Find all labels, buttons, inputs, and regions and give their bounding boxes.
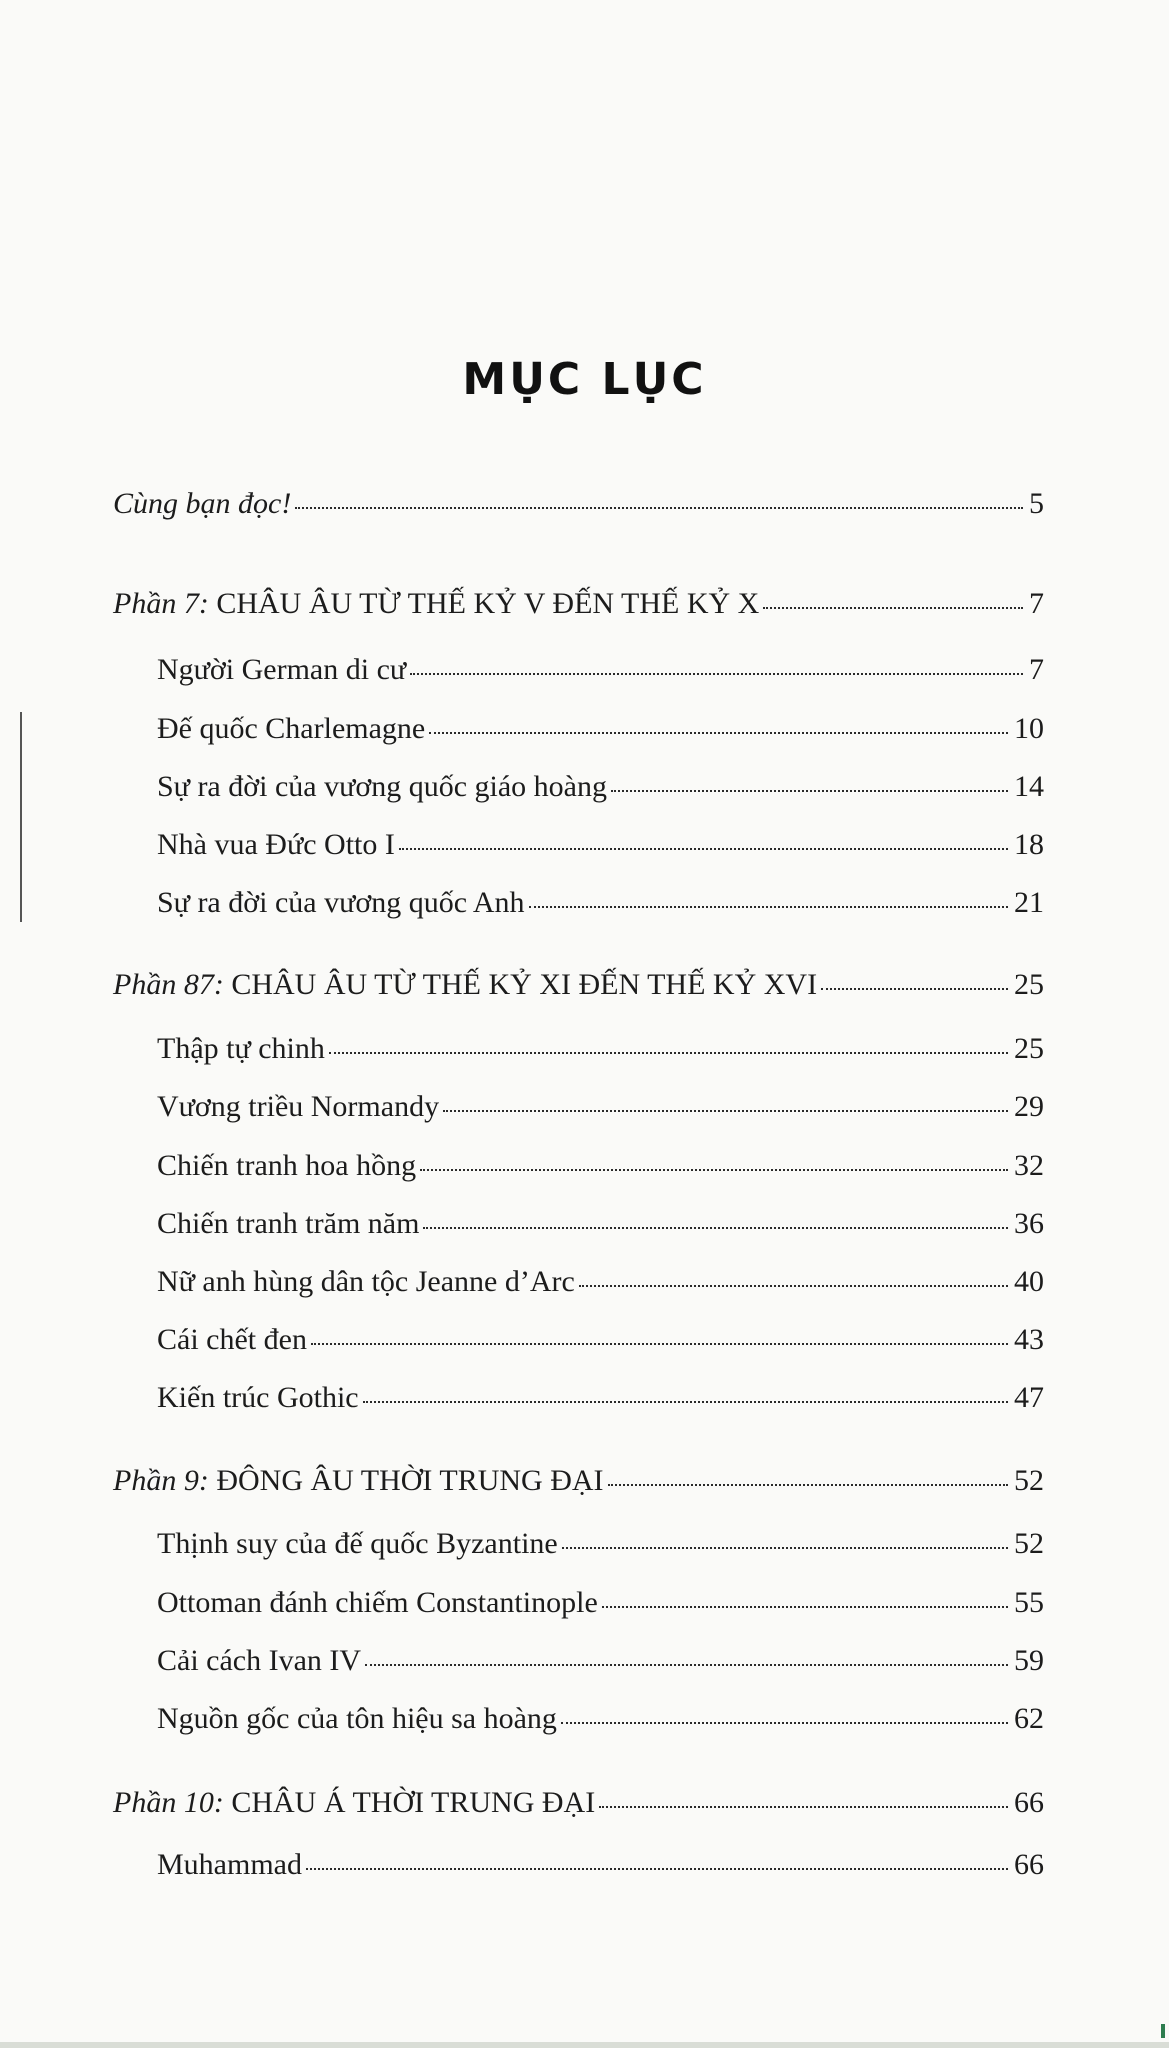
dot-leader <box>363 1401 1008 1403</box>
dot-leader <box>365 1664 1008 1666</box>
toc-entry-part-9[interactable] <box>113 1461 1044 1501</box>
toc-entry-chapter[interactable] <box>157 825 1044 865</box>
toc-page-number: 29 <box>1014 1090 1044 1123</box>
dot-leader <box>561 1722 1008 1724</box>
dot-leader <box>579 1285 1008 1287</box>
toc-page-number: 36 <box>1014 1207 1044 1240</box>
toc-page-number: 52 <box>1014 1527 1044 1560</box>
toc-page-number: 14 <box>1014 770 1044 803</box>
toc-entry-label: Ottoman đánh chiếm Constantinople <box>157 1586 598 1619</box>
dot-leader <box>329 1052 1008 1054</box>
toc-entry-chapter[interactable] <box>157 1378 1044 1418</box>
toc-entry-chapter[interactable] <box>157 1524 1044 1564</box>
page-title: MỤC LỤC <box>462 354 707 406</box>
dot-leader <box>295 507 1023 509</box>
toc-entry-label: Cùng bạn đọc! <box>113 487 292 520</box>
toc-entry-chapter[interactable] <box>157 1087 1044 1127</box>
toc-entry-chapter[interactable] <box>157 650 1044 690</box>
dot-leader <box>821 988 1008 990</box>
toc-page-number: 66 <box>1014 1786 1044 1819</box>
toc-entry-label: Phần 87: CHÂU ÂU TỪ THẾ KỶ XI ĐẾN THẾ KỶ XVI <box>113 968 818 1001</box>
toc-page-number: 66 <box>1014 1848 1044 1881</box>
toc-entry-label: Thập tự chinh <box>157 1032 325 1065</box>
toc-entry-chapter[interactable] <box>157 767 1044 807</box>
toc-entry-part-7[interactable] <box>113 584 1044 624</box>
toc-page-number: 52 <box>1014 1464 1044 1497</box>
toc-page-number: 59 <box>1014 1644 1044 1677</box>
toc-entry-label: Cải cách Ivan IV <box>157 1644 362 1677</box>
dot-leader <box>306 1868 1008 1870</box>
toc-entry-label: Nhà vua Đức Otto I <box>157 828 395 861</box>
toc-entry-label: Muhammad <box>157 1848 302 1881</box>
toc-entry-chapter[interactable] <box>157 1699 1044 1739</box>
toc-entry-label: Sự ra đời của vương quốc Anh <box>157 886 525 919</box>
page-bottom-edge <box>0 2042 1169 2048</box>
toc-entry-label: Đế quốc Charlemagne <box>157 712 426 745</box>
toc-entry-label: Phần 10: CHÂU Á THỜI TRUNG ĐẠI <box>113 1786 596 1819</box>
toc-page-number: 10 <box>1014 712 1044 745</box>
toc-entry-chapter[interactable] <box>157 1583 1044 1623</box>
toc-entry-label: Nguồn gốc của tôn hiệu sa hoàng <box>157 1702 557 1735</box>
toc-entry-label: Kiến trúc Gothic <box>157 1381 359 1414</box>
toc-entry-chapter[interactable] <box>157 1320 1044 1360</box>
toc-entry-label: Thịnh suy của đế quốc Byzantine <box>157 1527 558 1560</box>
dot-leader <box>311 1343 1008 1345</box>
dot-leader <box>529 906 1008 908</box>
toc-entry-label: Người German di cư <box>157 653 407 686</box>
dot-leader <box>423 1227 1008 1229</box>
toc-entry-chapter[interactable] <box>157 883 1044 923</box>
edge-mark <box>1161 2024 1165 2038</box>
toc-page-number: 47 <box>1014 1381 1044 1414</box>
dot-leader <box>602 1606 1008 1608</box>
dot-leader <box>562 1547 1008 1549</box>
dot-leader <box>410 673 1023 675</box>
toc-page-number: 21 <box>1014 886 1044 919</box>
toc-page-number: 25 <box>1014 1032 1044 1065</box>
toc-page-number: 55 <box>1014 1586 1044 1619</box>
toc-entry-label: Phần 7: CHÂU ÂU TỪ THẾ KỶ V ĐẾN THẾ KỶ X <box>113 587 760 620</box>
dot-leader <box>420 1169 1008 1171</box>
toc-entry-chapter[interactable] <box>157 1641 1044 1681</box>
toc-entry-chapter[interactable] <box>157 1146 1044 1186</box>
toc-page-number: 7 <box>1029 587 1044 620</box>
toc-entry-label: Vương triều Normandy <box>157 1090 440 1123</box>
toc-entry-label: Phần 9: ĐÔNG ÂU THỜI TRUNG ĐẠI <box>113 1464 604 1497</box>
toc-entry-label: Chiến tranh trăm năm <box>157 1207 420 1240</box>
dot-leader <box>429 732 1008 734</box>
toc-entry-chapter[interactable] <box>157 1845 1044 1885</box>
toc-page-number: 25 <box>1014 968 1044 1001</box>
dot-leader <box>443 1110 1008 1112</box>
toc-page-number: 32 <box>1014 1149 1044 1182</box>
toc-entry-label: Cái chết đen <box>157 1323 307 1356</box>
dot-leader <box>763 607 1023 609</box>
toc-page-number: 7 <box>1029 653 1044 686</box>
toc-page-number: 43 <box>1014 1323 1044 1356</box>
toc-entry-label: Chiến tranh hoa hồng <box>157 1149 417 1182</box>
toc-entry-cung-ban-doc[interactable] <box>113 484 1044 524</box>
toc-entry-chapter[interactable] <box>157 1204 1044 1244</box>
dot-leader <box>608 1484 1008 1486</box>
toc-page-number: 5 <box>1029 487 1044 520</box>
dot-leader <box>611 790 1008 792</box>
dot-leader <box>399 848 1008 850</box>
toc-entry-label: Nữ anh hùng dân tộc Jeanne d’Arc <box>157 1265 575 1298</box>
toc-entry-chapter[interactable] <box>157 709 1044 749</box>
toc-entry-chapter[interactable] <box>157 1029 1044 1069</box>
toc-entry-label: Sự ra đời của vương quốc giáo hoàng <box>157 770 607 803</box>
dot-leader <box>599 1806 1008 1808</box>
toc-entry-part-10[interactable] <box>113 1783 1044 1823</box>
toc-entry-chapter[interactable] <box>157 1262 1044 1302</box>
toc-entry-part-87[interactable] <box>113 965 1044 1005</box>
margin-line <box>20 712 22 922</box>
toc-page-number: 18 <box>1014 828 1044 861</box>
toc-page-number: 40 <box>1014 1265 1044 1298</box>
toc-page-number: 62 <box>1014 1702 1044 1735</box>
